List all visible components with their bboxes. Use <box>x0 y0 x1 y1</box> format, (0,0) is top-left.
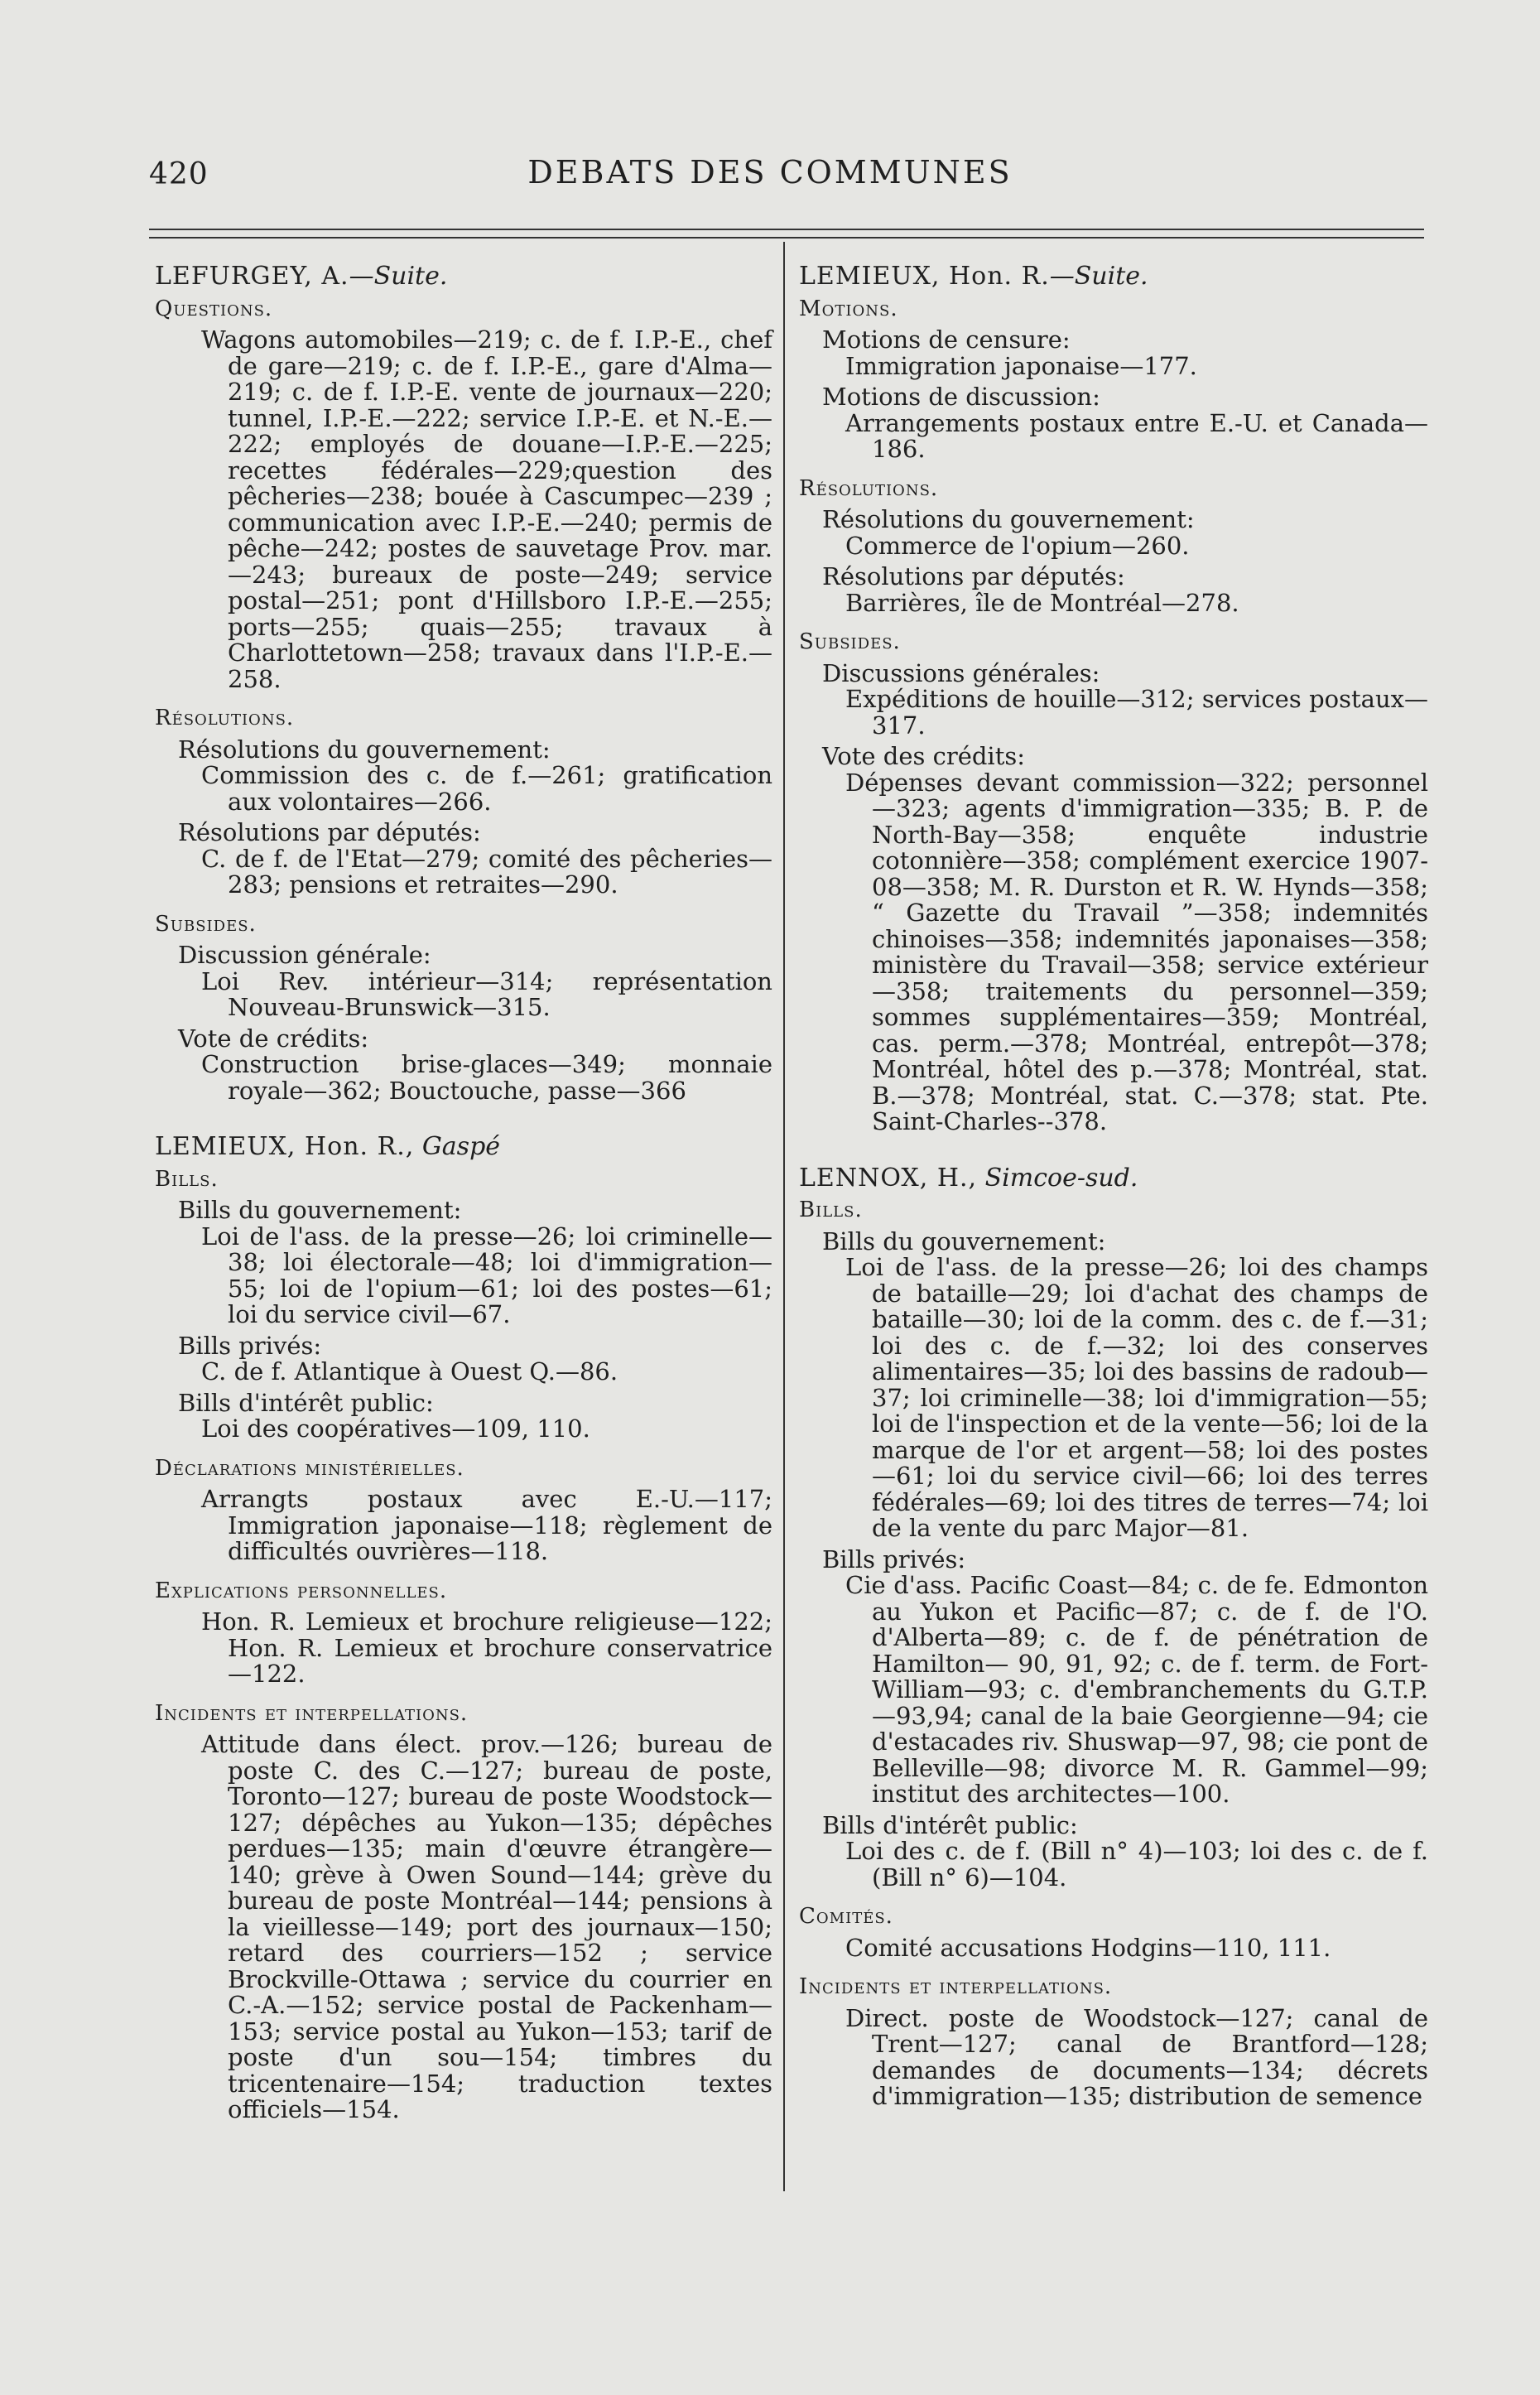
subsection-body: Commission des c. de f.—261; gratification aux volontaires—266. <box>201 761 772 816</box>
subsection-body: C. de f. Atlantique à Ouest Q.—86. <box>201 1357 618 1385</box>
section-title: Résolutions. <box>155 706 295 730</box>
section-title: Incidents et interpellations. <box>155 1700 469 1726</box>
subsection-body: C. de f. de l'Etat—279; comité des pêcheries—283; pensions et retraites—290. <box>201 844 772 899</box>
entry-suffix: —Suite. <box>1049 262 1148 291</box>
section-body: Direct. poste de Woodstock—127; canal de Trent—127; canal de Brantford—128; demandes de documents—134; décrets d'immigration—135; distribution de semence <box>845 2003 1428 2110</box>
subsection-heading: Résolutions par députés: <box>822 562 1125 590</box>
subsection-body: Commerce de l'opium—260. <box>845 531 1190 560</box>
subsection-body: Immigration japonaise—177. <box>845 351 1197 380</box>
subsection-heading: Bills d'intérêt public: <box>178 1388 434 1417</box>
section-body: Comité accusations Hodgins—110, 111. <box>845 1933 1331 1962</box>
subsection-heading: Vote de crédits: <box>178 1024 369 1053</box>
subsection <box>822 1226 1428 1542</box>
subsection-body: Loi Rev. intérieur—314; représentation Nouveau-Brunswick—315. <box>201 966 772 1021</box>
index-entry-lemieux <box>155 1134 772 2123</box>
subsection-body: Dépenses devant commission—322; personnel—323; agents d'immigration—335; B. P. de North-Bay—358; enquête industrie cotonnière—358; complément exercice 1907-08—358; M. R. Durston et R. W. Hynds—358; “ Gazette du Travail ”—358; indemnités chinoises—358; indemnités japonaises—358; ministère du Travail—358; service extérieur—358; traitements du personnel—359; sommes supplémentaires—359; Montréal, cas. perm.—378; Montréal, entrepôt—378; Montréal, hôtel des p.—378; Montréal, stat. B.—378; Montréal, stat. C.—378; stat. Pte. Saint-Charles--378. <box>845 768 1428 1135</box>
subsection <box>178 1026 772 1105</box>
subsection-heading: Discussion générale: <box>178 941 431 969</box>
section-title: Motions. <box>799 296 898 321</box>
subsection-body: Arrangements postaux entre E.-U. et Canada—186. <box>845 408 1428 463</box>
subsection-heading: Résolutions du gouvernement: <box>178 735 551 764</box>
entry-heading <box>799 263 1428 290</box>
section-body: Hon. R. Lemieux et brochure religieuse—122; Hon. R. Lemieux et brochure conservatrice—122. <box>201 1607 772 1688</box>
subsection-body: Barrières, île de Montréal—278. <box>845 588 1239 617</box>
subsection-body: Loi des coopératives—109, 110. <box>201 1414 590 1443</box>
subsection <box>822 744 1428 1135</box>
subsection-heading: Résolutions du gouvernement: <box>822 505 1195 533</box>
section-title: Résolutions. <box>799 475 939 501</box>
subsection <box>822 658 1428 740</box>
subsection-body: Expéditions de houille—312; services postaux—317. <box>845 685 1428 740</box>
entry-heading <box>155 1134 772 1160</box>
subsection-body: Construction brise-glaces—349; monnaie royale—362; Bouctouche, passe—366 <box>201 1050 772 1105</box>
subsection <box>822 507 1428 559</box>
subsection <box>822 1810 1428 1891</box>
subsection-heading: Bills du gouvernement: <box>822 1226 1106 1255</box>
subsection-body: Loi de l'ass. de la presse—26; loi criminelle—38; loi électorale—48; loi d'immigration—55; loi de l'opium—61; loi des postes—61; loi du service civil—67. <box>201 1222 772 1328</box>
subsection-heading: Bills privés: <box>822 1544 966 1573</box>
section-body: Attitude dans élect. prov.—126; bureau de poste C. des C.—127; bureau de poste, Toronto—127; bureau de poste Woodstock—127; dépêches au Yukon—135; dépêches perdues—135; main d'œuvre étrangère—140; grève à Owen Sound—144; grève du bureau de poste Montréal—144; pensions à la vieillesse—149; port des journaux—150; retard des courriers—152 ; service Brockville-Ottawa ; service du courrier en C.-A.—152; service postal de Packenham—153; service postal au Yukon—153; tarif de poste d'un sou—154; timbres du tricentenaire—154; traduction textes officiels—154. <box>201 1730 772 2123</box>
subsection <box>178 1198 772 1328</box>
entry-suffix: Simcoe-sud. <box>984 1163 1138 1193</box>
section-title: Explications personnelles. <box>155 1578 448 1603</box>
page-number: 420 <box>149 157 209 191</box>
index-entry-lefurgey <box>155 263 772 1104</box>
subsection <box>822 1544 1428 1808</box>
subsection-heading: Vote des crédits: <box>822 742 1026 770</box>
subsection <box>178 737 772 816</box>
entry-name: LENNOX, H., <box>799 1163 978 1193</box>
subsection <box>178 942 772 1021</box>
entry-name: LEMIEUX, Hon. R., <box>155 1132 415 1161</box>
header-rule-top <box>149 229 1424 230</box>
subsection-heading: Bills d'intérêt public: <box>822 1810 1078 1839</box>
entry-suffix: Gaspé <box>421 1132 501 1161</box>
subsection-body: Loi de l'ass. de la presse—26; loi des champs de bataille—29; loi d'achat des champs de bataille—30; loi de la comm. des c. de f.—31; loi des c. de f.—32; loi des conserves alimentaires—35; loi des bassins de radoub—37; loi criminelle—38; loi d'immigration—55; loi de l'inspection et de la vente—56; loi de la marque de l'or et argent—58; loi des postes—61; loi du service civil—66; loi des terres fédérales—69; loi des titres de terres—74; loi de la vente du parc Major—81. <box>845 1253 1428 1542</box>
subsection-body: Cie d'ass. Pacific Coast—84; c. de fe. Edmonton au Yukon et Pacific—87; c. de f. de l'O. d'Alberta—89; c. de f. de pénétration de Hamilton— 90, 91, 92; c. de f. term. de Fort-William—93; c. d'embranchements du G.T.P.—93,94; canal de la baie Georgienne—94; cie d'estacades riv. Shuswap—97, 98; cie pont de Belleville—98; divorce M. R. Gammel—99; institut des architectes—100. <box>845 1571 1428 1808</box>
section-title: Bills. <box>799 1198 863 1222</box>
subsection <box>178 820 772 899</box>
entry-heading <box>155 263 772 290</box>
index-entry-lemieux-suite <box>799 263 1428 1135</box>
entry-name: LEFURGEY, A. <box>155 262 349 291</box>
section-body: Arrangts postaux avec E.-U.—117; Immigration japonaise—118; règlement de difficultés ouvrières—118. <box>201 1485 772 1565</box>
right-column <box>799 263 1428 2140</box>
index-entry-lennox <box>799 1165 1428 2110</box>
subsection <box>178 1390 772 1443</box>
section-body: Wagons automobiles—219; c. de f. I.P.-E., chef de gare—219; c. de f. I.P.-E., gare d'Alma—219; c. de f. I.P.-E. vente de journaux—220; tunnel, I.P.-E.—222; service I.P.-E. et N.-E.—222; employés de douane—I.P.-E.—225; recettes fédérales—229;question des pêcheries—238; bouée à Cascumpec—239 ; communication avec I.P.-E.—240; permis de pêche—242; postes de sauvetage Prov. mar.—243; bureaux de poste—249; service postal—251; pont d'Hillsboro I.P.-E.—255; ports—255; quais—255; travaux à Charlottetown—258; travaux dans l'I.P.-E.—258. <box>201 325 772 693</box>
entry-name: LEMIEUX, Hon. R. <box>799 262 1050 291</box>
subsection-body: Loi des c. de f. (Bill n° 4)—103; loi des c. de f. (Bill n° 6)—104. <box>845 1837 1428 1891</box>
section-title: Subsides. <box>155 911 257 937</box>
column-divider <box>783 242 785 2191</box>
section-title: Questions. <box>155 296 273 321</box>
subsection <box>822 327 1428 379</box>
subsection <box>822 384 1428 463</box>
left-column <box>155 263 772 2153</box>
section-title: Subsides. <box>799 629 901 654</box>
running-head: DEBATS DES COMMUNES <box>527 154 1013 190</box>
section-title: Incidents et interpellations. <box>799 1974 1113 1999</box>
subsection-heading: Bills du gouvernement: <box>178 1196 462 1224</box>
subsection <box>178 1333 772 1385</box>
section-title: Bills. <box>155 1166 219 1192</box>
header-rule-bottom <box>149 237 1424 239</box>
subsection <box>822 564 1428 616</box>
entry-suffix: —Suite. <box>349 262 448 291</box>
subsection-heading: Bills privés: <box>178 1331 322 1360</box>
subsection-heading: Discussions générales: <box>822 658 1100 687</box>
section-title: Déclarations ministérielles. <box>155 1455 464 1481</box>
subsection-heading: Motions de censure: <box>822 325 1071 354</box>
subsection-heading: Résolutions par députés: <box>178 818 481 846</box>
subsection-heading: Motions de discussion: <box>822 383 1100 411</box>
entry-heading <box>799 1165 1428 1192</box>
section-title: Comités. <box>799 1904 893 1929</box>
